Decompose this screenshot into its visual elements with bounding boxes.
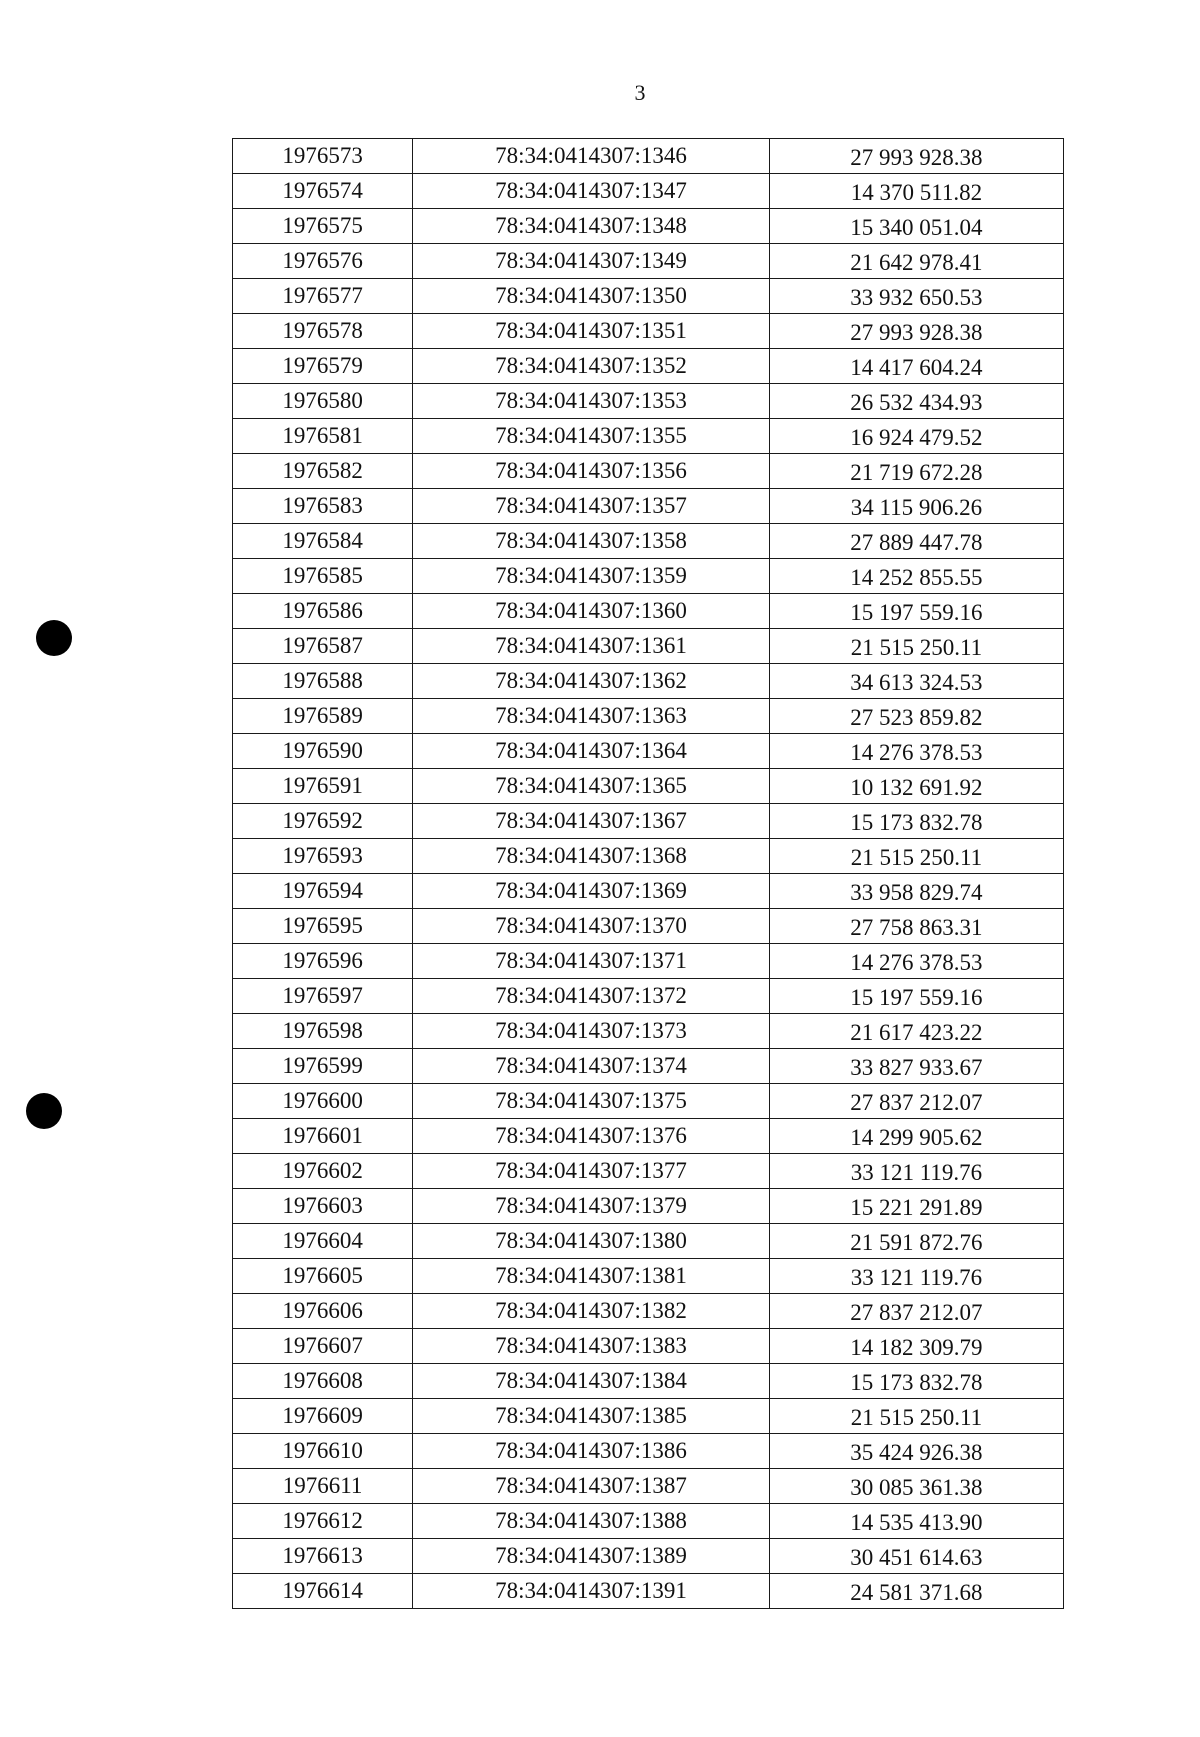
row-id-cell: 1976600 bbox=[233, 1084, 413, 1119]
cadastral-value-text: 21 719 672.28 bbox=[850, 460, 983, 485]
row-id-cell: 1976604 bbox=[233, 1224, 413, 1259]
row-id-cell: 1976601 bbox=[233, 1119, 413, 1154]
cadastral-number-cell: 78:34:0414307:1379 bbox=[413, 1189, 770, 1224]
cadastral-value-text: 33 958 829.74 bbox=[850, 880, 983, 905]
table-row bbox=[233, 1539, 1064, 1574]
row-id-cell: 1976577 bbox=[233, 279, 413, 314]
punch-hole-marker bbox=[36, 620, 72, 656]
cadastral-number-cell: 78:34:0414307:1388 bbox=[413, 1504, 770, 1539]
cadastral-number-cell: 78:34:0414307:1365 bbox=[413, 769, 770, 804]
cadastral-value-cell bbox=[769, 909, 1063, 944]
cadastral-value-cell bbox=[769, 664, 1063, 699]
cadastral-value-cell bbox=[769, 384, 1063, 419]
row-id-cell: 1976591 bbox=[233, 769, 413, 804]
cadastral-value-text: 30 451 614.63 bbox=[850, 1545, 983, 1570]
table-body bbox=[233, 139, 1064, 1609]
table-row bbox=[233, 1189, 1064, 1224]
cadastral-value-cell bbox=[769, 349, 1063, 384]
cadastral-number-cell: 78:34:0414307:1353 bbox=[413, 384, 770, 419]
cadastral-value-text: 21 591 872.76 bbox=[850, 1230, 983, 1255]
cadastral-value-cell bbox=[769, 629, 1063, 664]
cadastral-value-cell bbox=[769, 559, 1063, 594]
cadastral-number-cell: 78:34:0414307:1357 bbox=[413, 489, 770, 524]
row-id-cell: 1976597 bbox=[233, 979, 413, 1014]
row-id-cell: 1976581 bbox=[233, 419, 413, 454]
cadastral-value-text: 16 924 479.52 bbox=[850, 425, 983, 450]
table-row bbox=[233, 1224, 1064, 1259]
cadastral-value-text: 15 173 832.78 bbox=[850, 810, 983, 835]
cadastral-value-text: 33 932 650.53 bbox=[850, 285, 983, 310]
table-row bbox=[233, 384, 1064, 419]
cadastral-number-cell: 78:34:0414307:1358 bbox=[413, 524, 770, 559]
cadastral-value-table bbox=[232, 138, 1064, 1609]
table-row bbox=[233, 1119, 1064, 1154]
cadastral-number-cell: 78:34:0414307:1384 bbox=[413, 1364, 770, 1399]
row-id-cell: 1976573 bbox=[233, 139, 413, 174]
table-row bbox=[233, 1469, 1064, 1504]
cadastral-value-cell bbox=[769, 769, 1063, 804]
row-id-cell: 1976587 bbox=[233, 629, 413, 664]
cadastral-number-cell: 78:34:0414307:1355 bbox=[413, 419, 770, 454]
row-id-cell: 1976598 bbox=[233, 1014, 413, 1049]
cadastral-value-cell bbox=[769, 979, 1063, 1014]
cadastral-value-cell bbox=[769, 1504, 1063, 1539]
cadastral-number-cell: 78:34:0414307:1359 bbox=[413, 559, 770, 594]
cadastral-value-cell bbox=[769, 524, 1063, 559]
row-id-cell: 1976585 bbox=[233, 559, 413, 594]
page-number: 3 bbox=[634, 80, 646, 105]
cadastral-value-text: 10 132 691.92 bbox=[850, 775, 983, 800]
table-row bbox=[233, 839, 1064, 874]
table-row bbox=[233, 909, 1064, 944]
cadastral-number-cell: 78:34:0414307:1391 bbox=[413, 1574, 770, 1609]
cadastral-value-text: 14 370 511.82 bbox=[850, 180, 983, 205]
cadastral-value-cell bbox=[769, 139, 1063, 174]
cadastral-number-cell: 78:34:0414307:1370 bbox=[413, 909, 770, 944]
table-row bbox=[233, 874, 1064, 909]
table-row bbox=[233, 1014, 1064, 1049]
table-row bbox=[233, 559, 1064, 594]
cadastral-value-cell bbox=[769, 1539, 1063, 1574]
row-id-cell: 1976611 bbox=[233, 1469, 413, 1504]
cadastral-value-text: 21 515 250.11 bbox=[850, 1405, 983, 1430]
table-row bbox=[233, 664, 1064, 699]
cadastral-value-cell bbox=[769, 1364, 1063, 1399]
cadastral-value-cell bbox=[769, 804, 1063, 839]
row-id-cell: 1976578 bbox=[233, 314, 413, 349]
table-row bbox=[233, 979, 1064, 1014]
table-row bbox=[233, 454, 1064, 489]
row-id-cell: 1976606 bbox=[233, 1294, 413, 1329]
cadastral-number-cell: 78:34:0414307:1356 bbox=[413, 454, 770, 489]
cadastral-value-text: 26 532 434.93 bbox=[850, 390, 983, 415]
cadastral-number-cell: 78:34:0414307:1363 bbox=[413, 699, 770, 734]
row-id-cell: 1976602 bbox=[233, 1154, 413, 1189]
row-id-cell: 1976613 bbox=[233, 1539, 413, 1574]
cadastral-number-cell: 78:34:0414307:1360 bbox=[413, 594, 770, 629]
cadastral-value-cell bbox=[769, 594, 1063, 629]
cadastral-value-cell bbox=[769, 839, 1063, 874]
cadastral-number-cell: 78:34:0414307:1376 bbox=[413, 1119, 770, 1154]
row-id-cell: 1976589 bbox=[233, 699, 413, 734]
cadastral-value-text: 15 173 832.78 bbox=[850, 1370, 983, 1395]
row-id-cell: 1976593 bbox=[233, 839, 413, 874]
cadastral-value-cell bbox=[769, 489, 1063, 524]
cadastral-number-cell: 78:34:0414307:1380 bbox=[413, 1224, 770, 1259]
cadastral-value-cell bbox=[769, 1014, 1063, 1049]
cadastral-value-text: 14 535 413.90 bbox=[850, 1510, 983, 1535]
cadastral-number-cell: 78:34:0414307:1349 bbox=[413, 244, 770, 279]
cadastral-value-cell bbox=[769, 1224, 1063, 1259]
cadastral-value-cell bbox=[769, 1574, 1063, 1609]
table-row bbox=[233, 1574, 1064, 1609]
cadastral-value-cell bbox=[769, 1434, 1063, 1469]
cadastral-value-text: 33 827 933.67 bbox=[850, 1055, 983, 1080]
cadastral-value-cell bbox=[769, 1294, 1063, 1329]
table-row bbox=[233, 139, 1064, 174]
cadastral-value-cell bbox=[769, 1469, 1063, 1504]
cadastral-number-cell: 78:34:0414307:1371 bbox=[413, 944, 770, 979]
cadastral-number-cell: 78:34:0414307:1367 bbox=[413, 804, 770, 839]
cadastral-value-text: 14 299 905.62 bbox=[850, 1125, 983, 1150]
cadastral-value-cell bbox=[769, 1259, 1063, 1294]
cadastral-value-text: 27 993 928.38 bbox=[850, 145, 983, 170]
cadastral-value-cell bbox=[769, 1329, 1063, 1364]
cadastral-value-text: 34 613 324.53 bbox=[850, 670, 983, 695]
cadastral-value-text: 14 276 378.53 bbox=[850, 950, 983, 975]
cadastral-value-text: 14 417 604.24 bbox=[850, 355, 983, 380]
table-row bbox=[233, 1294, 1064, 1329]
cadastral-value-text: 15 221 291.89 bbox=[850, 1195, 983, 1220]
cadastral-value-cell bbox=[769, 1189, 1063, 1224]
table-row bbox=[233, 314, 1064, 349]
cadastral-number-cell: 78:34:0414307:1362 bbox=[413, 664, 770, 699]
table-row bbox=[233, 734, 1064, 769]
punch-hole-marker bbox=[26, 1093, 62, 1129]
cadastral-value-text: 15 340 051.04 bbox=[850, 215, 983, 240]
cadastral-value-text: 27 993 928.38 bbox=[850, 320, 983, 345]
cadastral-number-cell: 78:34:0414307:1350 bbox=[413, 279, 770, 314]
table-row bbox=[233, 1329, 1064, 1364]
table-row bbox=[233, 209, 1064, 244]
table-row bbox=[233, 419, 1064, 454]
row-id-cell: 1976592 bbox=[233, 804, 413, 839]
cadastral-value-cell bbox=[769, 454, 1063, 489]
row-id-cell: 1976594 bbox=[233, 874, 413, 909]
cadastral-value-text: 27 837 212.07 bbox=[850, 1300, 983, 1325]
row-id-cell: 1976603 bbox=[233, 1189, 413, 1224]
cadastral-value-text: 35 424 926.38 bbox=[850, 1440, 983, 1465]
row-id-cell: 1976607 bbox=[233, 1329, 413, 1364]
cadastral-value-text: 14 252 855.55 bbox=[850, 565, 983, 590]
table-row bbox=[233, 1259, 1064, 1294]
cadastral-number-cell: 78:34:0414307:1374 bbox=[413, 1049, 770, 1084]
cadastral-value-text: 27 837 212.07 bbox=[850, 1090, 983, 1115]
cadastral-number-cell: 78:34:0414307:1348 bbox=[413, 209, 770, 244]
row-id-cell: 1976612 bbox=[233, 1504, 413, 1539]
cadastral-number-cell: 78:34:0414307:1377 bbox=[413, 1154, 770, 1189]
cadastral-value-text: 15 197 559.16 bbox=[850, 600, 983, 625]
table-row bbox=[233, 524, 1064, 559]
row-id-cell: 1976584 bbox=[233, 524, 413, 559]
table-row bbox=[233, 594, 1064, 629]
cadastral-value-cell bbox=[769, 1049, 1063, 1084]
cadastral-value-cell bbox=[769, 279, 1063, 314]
table-row bbox=[233, 1154, 1064, 1189]
row-id-cell: 1976590 bbox=[233, 734, 413, 769]
table-row bbox=[233, 174, 1064, 209]
row-id-cell: 1976583 bbox=[233, 489, 413, 524]
row-id-cell: 1976596 bbox=[233, 944, 413, 979]
cadastral-value-text: 21 515 250.11 bbox=[850, 845, 983, 870]
cadastral-number-cell: 78:34:0414307:1389 bbox=[413, 1539, 770, 1574]
row-id-cell: 1976579 bbox=[233, 349, 413, 384]
table-row bbox=[233, 1084, 1064, 1119]
cadastral-value-cell bbox=[769, 419, 1063, 454]
cadastral-number-cell: 78:34:0414307:1386 bbox=[413, 1434, 770, 1469]
table-row bbox=[233, 944, 1064, 979]
cadastral-value-cell bbox=[769, 944, 1063, 979]
table-row bbox=[233, 279, 1064, 314]
row-id-cell: 1976608 bbox=[233, 1364, 413, 1399]
table-row bbox=[233, 1434, 1064, 1469]
table-row bbox=[233, 1049, 1064, 1084]
cadastral-number-cell: 78:34:0414307:1382 bbox=[413, 1294, 770, 1329]
cadastral-number-cell: 78:34:0414307:1346 bbox=[413, 139, 770, 174]
table-row bbox=[233, 804, 1064, 839]
cadastral-value-text: 27 758 863.31 bbox=[850, 915, 983, 940]
cadastral-value-text: 30 085 361.38 bbox=[850, 1475, 983, 1500]
cadastral-number-cell: 78:34:0414307:1351 bbox=[413, 314, 770, 349]
row-id-cell: 1976599 bbox=[233, 1049, 413, 1084]
row-id-cell: 1976609 bbox=[233, 1399, 413, 1434]
table-row bbox=[233, 1399, 1064, 1434]
table-row bbox=[233, 244, 1064, 279]
cadastral-value-cell bbox=[769, 1119, 1063, 1154]
row-id-cell: 1976582 bbox=[233, 454, 413, 489]
cadastral-value-text: 21 642 978.41 bbox=[850, 250, 983, 275]
cadastral-value-text: 24 581 371.68 bbox=[850, 1580, 983, 1605]
cadastral-value-text: 14 182 309.79 bbox=[850, 1335, 983, 1360]
cadastral-value-cell bbox=[769, 699, 1063, 734]
table-row bbox=[233, 769, 1064, 804]
cadastral-number-cell: 78:34:0414307:1383 bbox=[413, 1329, 770, 1364]
table-row bbox=[233, 349, 1064, 384]
cadastral-value-cell bbox=[769, 314, 1063, 349]
cadastral-number-cell: 78:34:0414307:1375 bbox=[413, 1084, 770, 1119]
table-row bbox=[233, 489, 1064, 524]
cadastral-value-text: 27 523 859.82 bbox=[850, 705, 983, 730]
row-id-cell: 1976580 bbox=[233, 384, 413, 419]
cadastral-number-cell: 78:34:0414307:1361 bbox=[413, 629, 770, 664]
row-id-cell: 1976576 bbox=[233, 244, 413, 279]
cadastral-number-cell: 78:34:0414307:1352 bbox=[413, 349, 770, 384]
cadastral-number-cell: 78:34:0414307:1373 bbox=[413, 1014, 770, 1049]
cadastral-value-text: 21 617 423.22 bbox=[850, 1020, 983, 1045]
cadastral-value-cell bbox=[769, 874, 1063, 909]
cadastral-value-cell bbox=[769, 1154, 1063, 1189]
cadastral-number-cell: 78:34:0414307:1364 bbox=[413, 734, 770, 769]
row-id-cell: 1976610 bbox=[233, 1434, 413, 1469]
cadastral-value-cell bbox=[769, 1399, 1063, 1434]
cadastral-value-text: 14 276 378.53 bbox=[850, 740, 983, 765]
row-id-cell: 1976605 bbox=[233, 1259, 413, 1294]
cadastral-number-cell: 78:34:0414307:1347 bbox=[413, 174, 770, 209]
cadastral-number-cell: 78:34:0414307:1368 bbox=[413, 839, 770, 874]
cadastral-number-cell: 78:34:0414307:1381 bbox=[413, 1259, 770, 1294]
cadastral-value-cell bbox=[769, 174, 1063, 209]
cadastral-value-text: 27 889 447.78 bbox=[850, 530, 983, 555]
cadastral-value-cell bbox=[769, 1084, 1063, 1119]
cadastral-value-text: 34 115 906.26 bbox=[850, 495, 983, 520]
cadastral-value-cell bbox=[769, 244, 1063, 279]
row-id-cell: 1976586 bbox=[233, 594, 413, 629]
cadastral-value-cell bbox=[769, 734, 1063, 769]
cadastral-value-cell bbox=[769, 209, 1063, 244]
cadastral-number-cell: 78:34:0414307:1369 bbox=[413, 874, 770, 909]
cadastral-value-text: 33 121 119.76 bbox=[850, 1160, 983, 1185]
row-id-cell: 1976574 bbox=[233, 174, 413, 209]
row-id-cell: 1976614 bbox=[233, 1574, 413, 1609]
cadastral-value-text: 33 121 119.76 bbox=[850, 1265, 983, 1290]
table-row bbox=[233, 1504, 1064, 1539]
cadastral-value-text: 15 197 559.16 bbox=[850, 985, 983, 1010]
row-id-cell: 1976575 bbox=[233, 209, 413, 244]
table-row bbox=[233, 1364, 1064, 1399]
cadastral-number-cell: 78:34:0414307:1387 bbox=[413, 1469, 770, 1504]
cadastral-value-text: 21 515 250.11 bbox=[850, 635, 983, 660]
cadastral-number-cell: 78:34:0414307:1385 bbox=[413, 1399, 770, 1434]
row-id-cell: 1976588 bbox=[233, 664, 413, 699]
cadastral-number-cell: 78:34:0414307:1372 bbox=[413, 979, 770, 1014]
table-row bbox=[233, 629, 1064, 664]
table-row bbox=[233, 699, 1064, 734]
row-id-cell: 1976595 bbox=[233, 909, 413, 944]
